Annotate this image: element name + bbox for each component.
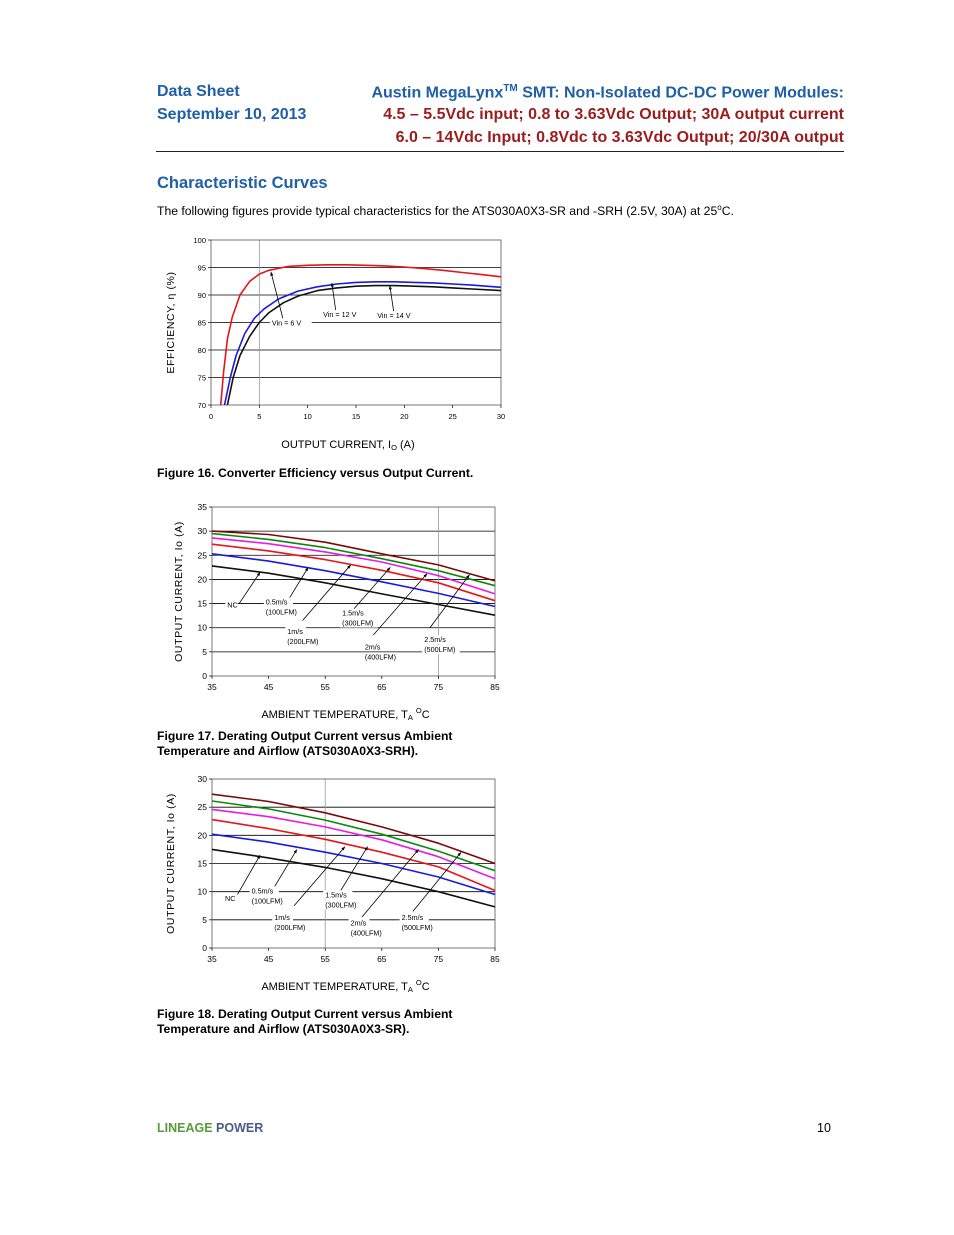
annotation-label: 1m/s [274, 912, 290, 922]
y-tick-label: 20 [197, 830, 207, 841]
annotation-leader [271, 272, 284, 321]
y-tick-label: 10 [197, 622, 207, 633]
doc-type: Data Sheet [157, 83, 240, 100]
doc-date: September 10, 2013 [157, 106, 307, 123]
title-tm: TM [503, 83, 518, 94]
annotation-label: 2.5m/s [401, 912, 424, 922]
annotation-arrow [257, 572, 260, 576]
x-tick-label: 25 [448, 412, 457, 421]
annotation-label: NC [225, 894, 236, 904]
figure-17-derating-chart [150, 496, 520, 728]
y-tick-label: 0 [202, 671, 207, 681]
annotation-leader [373, 574, 427, 635]
x-tick-label: 75 [433, 682, 444, 692]
figure-17-caption [157, 729, 452, 759]
series-line [212, 538, 495, 594]
intro-paragraph [157, 203, 734, 218]
series-line [225, 282, 502, 405]
annotation-leader [274, 849, 297, 887]
doc-title [371, 83, 844, 102]
x-tick-label: 35 [207, 682, 217, 692]
annotation-label: 2.5m/s [424, 635, 446, 645]
y-tick-label: 25 [197, 802, 207, 813]
annotation-label: (300LFM) [342, 618, 374, 628]
annotation-label: (400LFM) [364, 652, 396, 662]
annotation-label: Vin = 14 V [377, 311, 411, 321]
y-axis-label: EFFICIENCY, η (%) [165, 271, 177, 374]
series-line [227, 286, 501, 405]
figure-18-caption-line1: Figure 18. Derating Output Current versus Ambient [157, 1007, 453, 1021]
y-tick-label: 30 [197, 774, 207, 784]
x-tick-label: 30 [496, 412, 506, 421]
annotation-label: 1.5m/s [342, 608, 364, 618]
series-line [212, 801, 495, 871]
series-line [212, 794, 495, 863]
x-axis-label: OUTPUT CURRENT, IO (A) [281, 439, 415, 452]
annotation-leader [239, 572, 260, 603]
y-tick-label: 5 [202, 646, 207, 657]
x-tick-label: 20 [400, 412, 409, 421]
annotation-label: (200LFM) [287, 636, 319, 646]
annotation-label: (400LFM) [350, 928, 382, 938]
intro-end: C. [721, 204, 734, 219]
x-tick-label: 75 [433, 954, 444, 964]
intro-sup: o [717, 203, 722, 212]
y-tick-label: 90 [197, 291, 206, 300]
annotation-label: (200LFM) [274, 922, 306, 932]
y-tick-label: 5 [202, 914, 207, 925]
annotation-leader [362, 849, 419, 917]
section-title: Characteristic Curves [157, 174, 328, 192]
brand-lineage: LINEAGE [157, 1121, 213, 1135]
figure-16-efficiency-chart [150, 228, 520, 460]
annotation-label: (100LFM) [251, 896, 283, 906]
annotation-leader [339, 847, 367, 893]
doc-subtitle-2: 6.0 – 14Vdc Input; 0.8Vdc to 3.63Vdc Output; 20/30A output [395, 129, 844, 146]
figure-17-caption-line1: Figure 17. Derating Output Current versus Ambient [157, 729, 453, 743]
annotation-label: (500LFM) [424, 645, 456, 655]
annotation-label: 2m/s [364, 642, 381, 652]
y-tick-label: 0 [202, 943, 207, 953]
intro-text: The following figures provide typical characteristics for the ATS030A0X3-SR and -SRH (2.5V, 30A) at 25 [157, 204, 718, 219]
page-number: 10 [817, 1121, 831, 1135]
y-tick-label: 70 [197, 401, 206, 410]
annotation-label: 0.5m/s [251, 886, 274, 896]
title-suffix: SMT: Non-Isolated DC-DC Power Modules: [517, 84, 844, 102]
figure-18-derating-chart [150, 768, 520, 1000]
x-tick-label: 45 [263, 954, 274, 964]
x-tick-label: 85 [490, 954, 500, 964]
title-prefix: Austin MegaLynx [371, 84, 504, 102]
footer-brand [157, 1121, 263, 1135]
x-tick-label: 85 [490, 682, 500, 692]
x-tick-label: 65 [377, 954, 387, 964]
doc-subtitle-1: 4.5 – 5.5Vdc input; 0.8 to 3.63Vdc Output; 30A output current [383, 106, 844, 123]
annotation-label: Vin = 12 V [323, 310, 357, 319]
y-tick-label: 85 [197, 318, 206, 328]
y-tick-label: 10 [197, 886, 207, 897]
x-tick-label: 5 [257, 412, 262, 421]
figure-18-caption [157, 1007, 452, 1037]
annotation-label: 1m/s [287, 626, 303, 636]
figure-18-caption-line2: Temperature and Airflow (ATS030A0X3-SR). [157, 1022, 410, 1036]
annotation-label: (100LFM) [265, 607, 297, 617]
annotation-label: NC [227, 600, 238, 610]
annotation-label: 0.5m/s [265, 597, 288, 607]
annotation-leader [288, 567, 308, 599]
annotation-leader [354, 567, 391, 609]
x-tick-label: 55 [320, 682, 330, 692]
figure-16-caption: Figure 16. Converter Efficiency versus Output Current. [157, 466, 474, 480]
y-tick-label: 30 [197, 526, 207, 537]
x-tick-label: 10 [303, 412, 312, 421]
annotation-label: Vin = 6 V [271, 318, 302, 328]
brand-power: POWER [212, 1121, 264, 1135]
x-tick-label: 0 [208, 412, 214, 421]
x-axis-label: AMBIENT TEMPERATURE, $TA^OC$ [261, 978, 430, 994]
y-tick-label: 15 [197, 858, 207, 869]
y-tick-label: 100 [193, 236, 206, 245]
annotation-label: 2m/s [350, 918, 367, 928]
y-axis-label: OUTPUT CURRENT, Io (A) [173, 521, 185, 662]
x-tick-label: 55 [320, 954, 330, 964]
x-tick-label: 45 [263, 682, 274, 692]
x-tick-label: 65 [377, 682, 387, 692]
y-tick-label: 15 [197, 598, 207, 609]
y-tick-label: 75 [197, 373, 206, 383]
x-tick-label: 35 [207, 954, 217, 964]
y-tick-label: 20 [197, 574, 207, 585]
y-tick-label: 35 [197, 502, 207, 512]
header-rule [156, 151, 844, 152]
annotation-arrow [364, 847, 367, 851]
y-tick-label: 80 [197, 346, 206, 355]
annotation-label: (500LFM) [401, 922, 433, 932]
y-tick-label: 25 [197, 550, 207, 561]
annotation-label: 1.5m/s [325, 890, 347, 900]
y-axis-label: OUTPUT CURRENT, Io (A) [165, 793, 177, 934]
x-tick-label: 15 [351, 412, 361, 421]
figure-17-caption-line2: Temperature and Airflow (ATS030A0X3-SRH). [157, 744, 419, 758]
x-axis-label: AMBIENT TEMPERATURE, $TA^OC$ [261, 706, 430, 722]
y-tick-label: 95 [197, 263, 206, 273]
annotation-label: (300LFM) [325, 900, 357, 910]
